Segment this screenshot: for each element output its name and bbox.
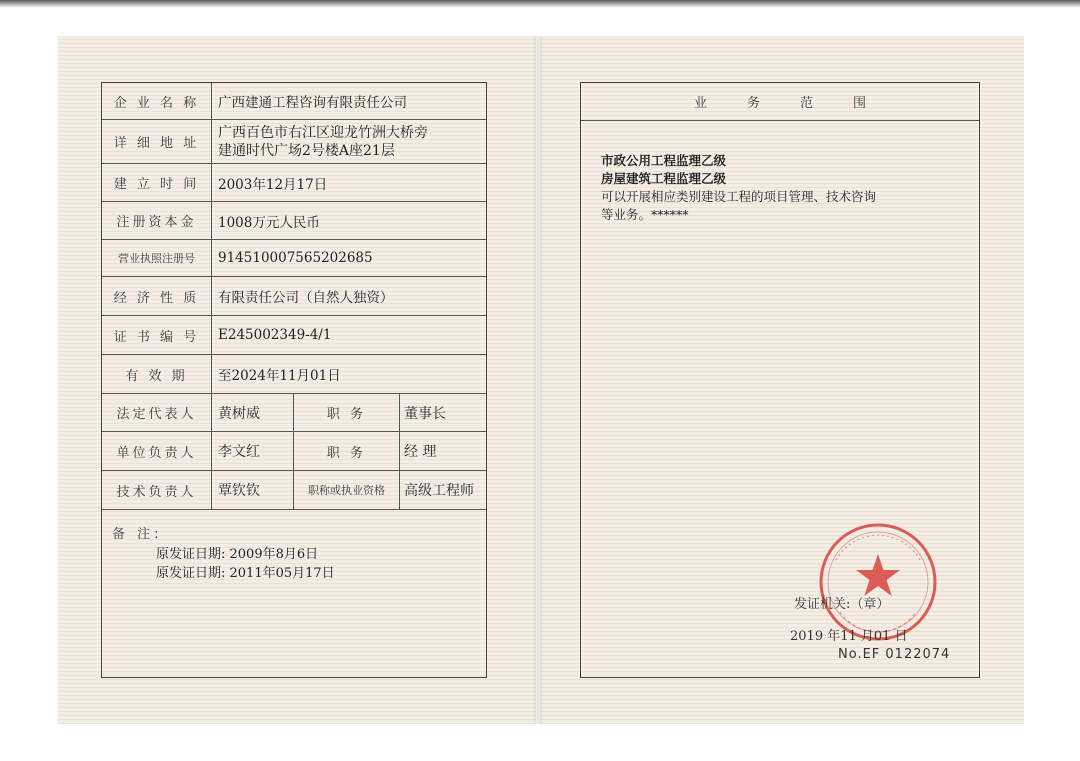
- company-info-table: [101, 82, 487, 678]
- label-unit-head-position: 职 务: [294, 432, 400, 470]
- scope-line-2: 房屋建筑工程监理乙级: [601, 171, 727, 186]
- scope-line-3: 可以开展相应类别建设工程的项目管理、技术咨询: [601, 189, 877, 204]
- label-registered-capital: 注册资本金: [102, 202, 212, 239]
- label-company-name: 企 业 名 称: [102, 83, 212, 119]
- label-established: 建 立 时 间: [102, 164, 212, 201]
- label-legal-representative: 法定代表人: [102, 394, 212, 431]
- row-license-number: [102, 240, 486, 277]
- row-validity: [102, 355, 486, 394]
- value-legal-representative: 黄树威: [212, 394, 294, 431]
- row-certificate-number: [102, 316, 486, 355]
- value-address: [212, 120, 486, 163]
- value-license-number: 914510007565202685: [218, 250, 373, 266]
- row-legal-representative: [102, 394, 486, 432]
- value-technical-head: 覃钦钦: [212, 471, 294, 509]
- issue-date: 2019 年11 月01 日: [790, 629, 908, 644]
- certificate-serial-number: No.EF 0122074: [838, 647, 951, 662]
- value-registered-capital: 1008万元人民币: [218, 214, 320, 231]
- scope-line-4: 等业务。******: [601, 207, 689, 222]
- label-technical-head: 技术负责人: [102, 471, 212, 509]
- business-scope-header: 业务范围: [581, 83, 979, 121]
- value-legal-rep-position: 董事长: [404, 405, 446, 422]
- label-technical-head-title: 职称或执业资格: [294, 471, 400, 509]
- label-unit-head: 单位负责人: [102, 432, 212, 470]
- label-economic-nature: 经 济 性 质: [102, 277, 212, 315]
- row-established: [102, 164, 486, 202]
- remarks-line-2: 原发证日期: 2011年05月17日: [156, 566, 335, 581]
- value-company-name: 广西建通工程咨询有限责任公司: [218, 95, 407, 111]
- scan-edge: [0, 0, 1080, 8]
- row-technical-head: [102, 471, 486, 510]
- address-line-2: 建通时代广场2号楼A座21层: [218, 142, 395, 159]
- row-economic-nature: [102, 277, 486, 316]
- value-unit-head: 李文红: [212, 432, 294, 470]
- value-economic-nature: 有限责任公司（自然人独资）: [218, 290, 394, 306]
- issuing-authority: 发证机关:（章）: [794, 597, 890, 612]
- book-gutter: [532, 36, 544, 724]
- value-unit-head-position: 经 理: [404, 444, 437, 460]
- remarks-section: [102, 509, 486, 677]
- label-certificate-number: 证 书 编 号: [102, 316, 212, 354]
- row-address: [102, 120, 486, 164]
- remarks-line-1: 原发证日期: 2009年8月6日: [156, 547, 319, 562]
- value-established: 2003年12月17日: [218, 176, 328, 193]
- value-validity: 至2024年11月01日: [218, 368, 341, 384]
- address-line-1: 广西百色市右江区迎龙竹洲大桥旁: [218, 124, 428, 141]
- remarks-label: 备 注:: [112, 527, 163, 542]
- value-technical-head-title: 高级工程师: [404, 483, 474, 499]
- label-validity: 有 效 期: [102, 355, 212, 393]
- row-registered-capital: [102, 202, 486, 240]
- scope-line-1: 市政公用工程监理乙级: [601, 153, 727, 168]
- label-license-number: 营业执照注册号: [102, 240, 212, 276]
- label-legal-rep-position: 职 务: [294, 394, 400, 431]
- value-certificate-number: E245002349-4/1: [218, 327, 332, 343]
- row-company-name: [102, 83, 486, 120]
- row-unit-head: [102, 432, 486, 471]
- label-address: 详 细 地 址: [102, 120, 212, 163]
